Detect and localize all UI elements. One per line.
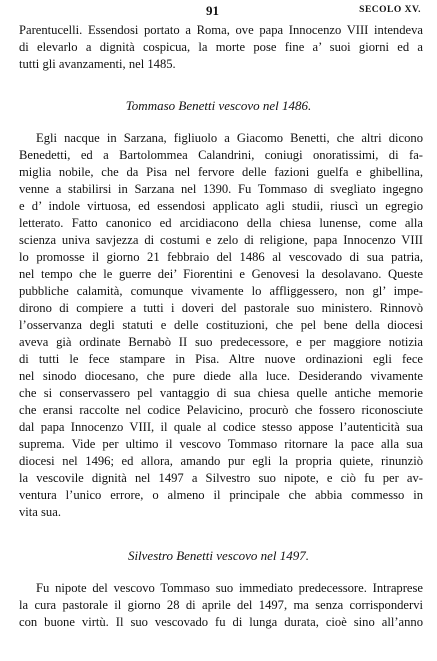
text-line: venne a stabilirsi in Sarzana nel 1390. Fu Tommaso di svegliato ingegno xyxy=(19,182,423,196)
text-line: letterato. Fatto canonico ed arcidiacono della chiesa lunense, come alla xyxy=(19,216,423,230)
page-number: 91 xyxy=(206,3,219,18)
text-line: la vescovile dignità nel 1497 a Silvestro suo nipote, e ciò fu per av- xyxy=(19,471,423,485)
text-line: Fu nipote del vescovo Tommaso suo immediato predecessore. Intraprese xyxy=(36,581,423,595)
page-header xyxy=(0,3,437,19)
text-line: nel sinodo diocesano, che pure diede alla luce. Desiderando vivamente xyxy=(19,369,423,383)
text-line: di elevarlo a dignità cospicua, la morte pose fine a’ suoi giorni ed a xyxy=(19,40,423,54)
text-line: che eransi raccolte nel codice Pelavicino, procurò che fossero riconosciute xyxy=(19,403,423,417)
running-head: SECOLO XV. xyxy=(359,5,421,15)
text-line: dirono di compiere a tutti i doveri del pastorale suo ministero. Rinnovò xyxy=(19,301,423,315)
text-line: che si conservassero pel vantaggio di sua chiesa quelle antiche memorie xyxy=(19,386,423,400)
text-line: la cura pastorale il giorno 28 di aprile del 1497, ma senza corrispondervi xyxy=(19,598,423,612)
text-line: miglia nobile, che da Pisa nel fervore delle fazioni guelfa e ghibellina, xyxy=(19,165,423,179)
text-line: tutti gli avanzamenti, nel 1485. xyxy=(19,57,176,71)
text-line: pubbliche calamità, comunque vivamente lo affliggessero, non gl’ impe- xyxy=(19,284,423,298)
text-line: lo promosse il giorno 21 febbraio del 1486 al vescovado di sua patria, xyxy=(19,250,423,264)
text-line: suprema. Vide per ultimo il vescovo Tommaso ritornare la pace alla sua xyxy=(19,437,423,451)
text-line: aveva già ordinate Bernabò II suo predecessore, e per maggiore notizia xyxy=(19,335,423,349)
text-line: scienza univa savjezza di costumi e zelo di religione, papa Innocenzo VIII xyxy=(19,233,423,247)
text-line: ventura l’unico errore, o almeno il principale che abbia commesso in xyxy=(19,488,423,502)
text-line: diocesi nel 1496; ed allora, amando pur egli la propria quiete, rinunziò xyxy=(19,454,423,468)
text-line: nel tempo che le guerre dei’ Fiorentini e Genovesi la desolavano. Queste xyxy=(19,267,423,281)
text-line: dal papa Innocenzo VIII, il quale al codice stesso appose l’autenticità sua xyxy=(19,420,423,434)
text-line: di tutti le fece stampare in Pisa. Altre nuove ordinazioni egli fece xyxy=(19,352,423,366)
text-line: Benedetti, ed a Bartolommea Calandrini, coniugi onoratissimi, di fa- xyxy=(19,148,423,162)
text-line: con buone virtù. Il suo vescovado fu di lunga durata, cioè sino all’anno xyxy=(19,615,423,629)
text-line: e d’ indole virtuosa, ed essendosi applicato agli studii, riuscì un egregio xyxy=(19,199,423,213)
text-line: Parentucelli. Essendosi portato a Roma, ove papa Innocenzo VIII intendeva xyxy=(19,23,423,37)
text-line: vita sua. xyxy=(19,505,61,519)
text-line: Egli nacque in Sarzana, figliuolo a Giacomo Benetti, che altri dicono xyxy=(36,131,423,145)
text-line: l’osservanza degli statuti e delle costituzioni, che pel bene della diocesi xyxy=(19,318,423,332)
section-heading: Silvestro Benetti vescovo nel 1497. xyxy=(127,548,310,563)
section-heading: Tommaso Benetti vescovo nel 1486. xyxy=(125,98,312,113)
